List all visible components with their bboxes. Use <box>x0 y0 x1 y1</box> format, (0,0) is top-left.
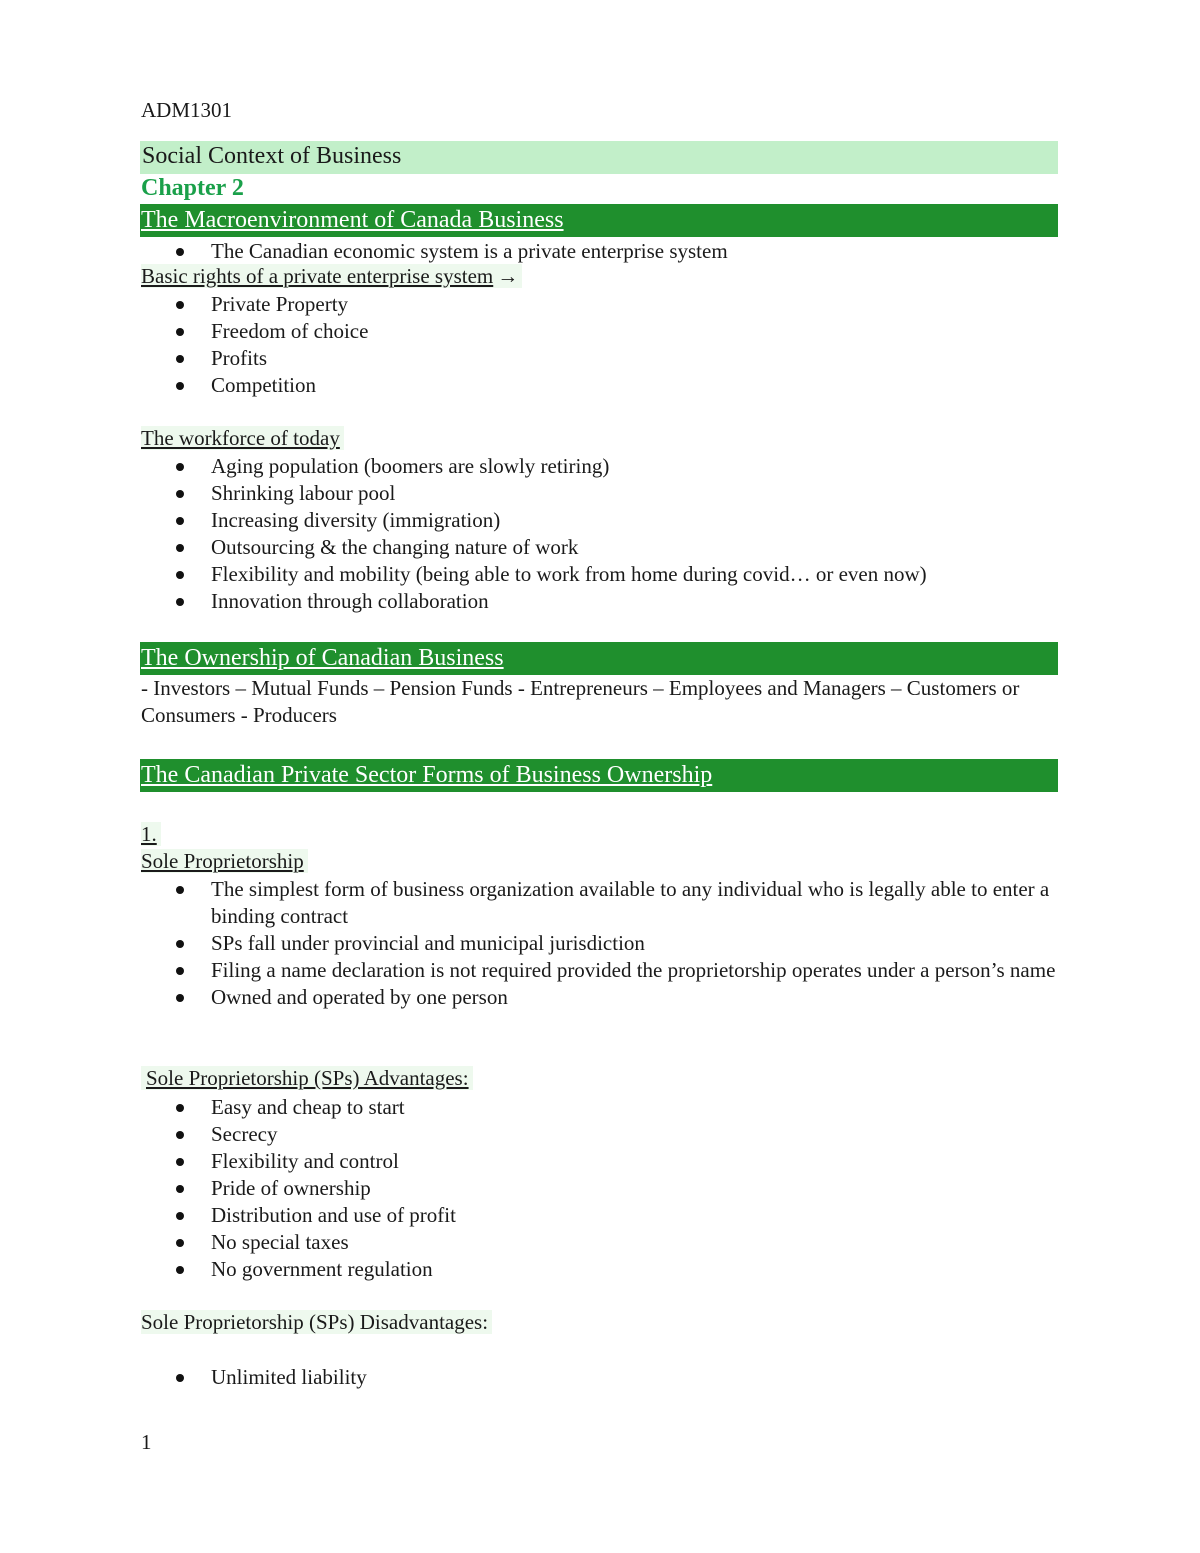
list-item: Innovation through collaboration <box>141 588 1058 615</box>
section-heading-macro: The Macroenvironment of Canada Business <box>141 207 564 233</box>
item-number: 1. <box>141 822 161 846</box>
advantages-heading-row <box>141 1066 473 1091</box>
sole-proprietorship-list <box>141 876 1058 1011</box>
list-item: Flexibility and control <box>141 1148 1058 1175</box>
list-item: No special taxes <box>141 1229 1058 1256</box>
list-item: Freedom of choice <box>141 318 1058 345</box>
disadvantages-list <box>141 1364 1058 1391</box>
list-item: Distribution and use of profit <box>141 1202 1058 1229</box>
section-heading-private-sector: The Canadian Private Sector Forms of Business Ownership <box>141 762 713 788</box>
list-item: Increasing diversity (immigration) <box>141 507 1058 534</box>
list-item: Private Property <box>141 291 1058 318</box>
list-item: Unlimited liability <box>141 1364 1058 1391</box>
rights-list <box>141 291 1058 399</box>
list-item: Easy and cheap to start <box>141 1094 1058 1121</box>
course-code: ADM1301 <box>141 98 233 122</box>
list-item: Competition <box>141 372 1058 399</box>
list-item: Secrecy <box>141 1121 1058 1148</box>
section-heading-ownership: The Ownership of Canadian Business <box>141 645 504 671</box>
workforce-list <box>141 453 1058 615</box>
list-item: The Canadian economic system is a private enterprise system <box>141 238 1058 265</box>
list-item: Owned and operated by one person <box>141 984 1058 1011</box>
list-item: Filing a name declaration is not required provided the proprietorship operates under a person’s name <box>141 957 1058 984</box>
list-item: Pride of ownership <box>141 1175 1058 1202</box>
list-item: Outsourcing & the changing nature of work <box>141 534 1058 561</box>
chapter-heading: Chapter 2 <box>141 175 244 201</box>
list-item: No government regulation <box>141 1256 1058 1283</box>
arrow-right-icon: → <box>497 264 519 288</box>
disadvantages-heading-row <box>141 1310 492 1335</box>
list-item: The simplest form of business organization available to any individual who is legally able to enter a binding contract <box>141 876 1058 930</box>
list-item: SPs fall under provincial and municipal jurisdiction <box>141 930 1058 957</box>
workforce-heading-row <box>141 426 344 451</box>
macro-bullet-list <box>141 238 1058 265</box>
rights-heading-text: Basic rights of a private enterprise system <box>141 264 494 288</box>
workforce-heading: The workforce of today <box>141 426 344 450</box>
sole-proprietorship-heading: Sole Proprietorship <box>141 849 308 873</box>
ownership-text: - Investors – Mutual Funds – Pension Funds - Entrepreneurs – Employees and Managers – Customers or Consumers - Producers <box>141 676 1020 727</box>
advantages-heading: Sole Proprietorship (SPs) Advantages: <box>141 1066 473 1090</box>
list-item: Flexibility and mobility (being able to work from home during covid… or even now) <box>141 561 1058 588</box>
list-item: Shrinking labour pool <box>141 480 1058 507</box>
list-item: Aging population (boomers are slowly retiring) <box>141 453 1058 480</box>
item-number-row <box>141 822 161 847</box>
sole-heading-row <box>141 849 308 874</box>
rights-heading <box>141 264 522 288</box>
page-number: 1 <box>141 1430 152 1454</box>
disadvantages-heading: Sole Proprietorship (SPs) Disadvantages: <box>141 1310 492 1334</box>
advantages-list <box>141 1094 1058 1283</box>
document-title: Social Context of Business <box>142 143 402 169</box>
list-item: Profits <box>141 345 1058 372</box>
rights-heading-row <box>141 264 522 289</box>
